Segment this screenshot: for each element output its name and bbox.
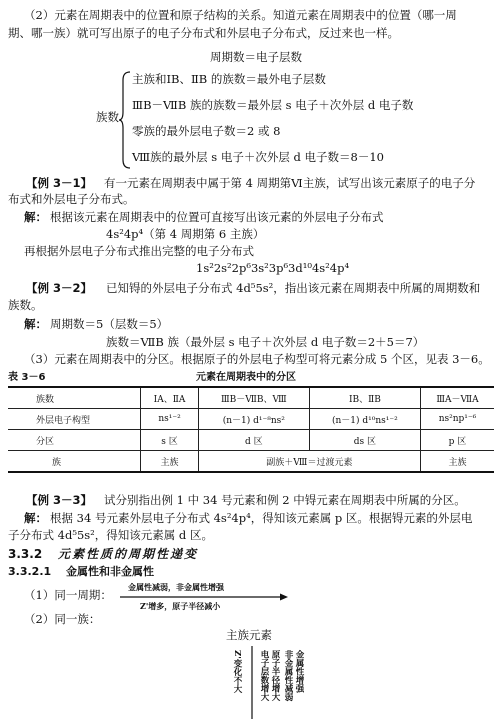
- period-trend-above: 金属性减弱，非金属性增强: [128, 582, 224, 592]
- table-row: [8, 430, 494, 451]
- diagram-col-shells: 电子层数增大: [259, 650, 269, 701]
- table-cell: ds 区: [309, 430, 420, 451]
- table-label: 表 3－6: [8, 372, 46, 383]
- solution-label: 解：: [24, 511, 47, 525]
- diagram-col-nonmetal: 非金属性减弱: [283, 650, 293, 701]
- example-question: 试分别指出例 1 中 34 号元素和例 2 中锝元素在周期表中所属的分区。: [104, 493, 466, 507]
- table-cell: ns¹⁻²: [141, 409, 199, 430]
- solution-text: 族数＝ⅦB 族（最外层 s 电子＋次外层 d 电子数＝2＋5＝7）: [106, 335, 425, 349]
- table-row: [8, 409, 494, 430]
- solution-text: 子分布式 4d⁵5s²，得知该元素属 d 区。: [8, 528, 213, 542]
- table-cell: 主族: [141, 451, 199, 473]
- example-label: 【例 3－3】: [26, 493, 93, 507]
- solution-label: 解：: [24, 210, 47, 224]
- period-equation: 周期数＝电子层数: [210, 50, 302, 64]
- example-label: 【例 3－2】: [26, 281, 93, 295]
- table-cell: ⅢB－ⅦB、Ⅷ: [198, 387, 309, 409]
- period-trend-below: Z'增多，原子半径减小: [140, 601, 221, 611]
- formula: 1s²2s²2p⁶3s²3p⁶3d¹⁰4s²4p⁴: [196, 261, 350, 275]
- right-arrow-icon: [120, 593, 290, 601]
- group-item-label: （2）同一族：: [24, 612, 101, 626]
- table-cell: 主族: [420, 451, 494, 473]
- period-item-label: （1）同一周期：: [24, 588, 112, 602]
- paragraph-line: （2）元素在周期表中的位置和原子结构的关系。知道元素在周期表中的位置（哪一周: [24, 8, 457, 22]
- formula: 4s²4p⁴（第 4 周期第 6 主族）: [106, 227, 265, 241]
- diagram-col-zeff: Z'变化不大: [232, 650, 242, 693]
- table-cell: (n－1) d¹⁰ns¹⁻²: [309, 409, 420, 430]
- diagram-title: 主族元素: [226, 628, 272, 642]
- zone-table: [8, 386, 494, 473]
- example-question: 族数。: [8, 298, 43, 312]
- solution-text: 周期数＝5（层数＝5）: [50, 317, 169, 331]
- section-number: 3.3.2: [8, 547, 43, 561]
- group-rule-3: 零族的最外层电子数＝2 或 8: [132, 124, 281, 138]
- diagram-col-metal: 金属性增强: [294, 650, 304, 693]
- group-rule-1: 主族和ⅠB、ⅡB 的族数＝最外电子层数: [132, 72, 326, 86]
- example-label: 【例 3－1】: [26, 176, 93, 190]
- table-row: [8, 387, 494, 409]
- solution-label: 解：: [24, 317, 47, 331]
- table-cell: s 区: [141, 430, 199, 451]
- table-cell: 族数: [36, 394, 55, 405]
- table-cell: ns²np¹⁻⁶: [420, 409, 494, 430]
- paragraph-line: （3）元素在周期表中的分区。根据原子的外层电子构型可将元素分成 5 个区，见表 3－6。: [24, 352, 490, 366]
- example-question: 有一元素在周期表中属于第 4 周期第Ⅵ主族，试写出该元素原子的电子分: [104, 176, 476, 190]
- table-cell: ⅠB、ⅡB: [309, 387, 420, 409]
- table-cell: 外层电子构型: [36, 415, 91, 426]
- down-arrow-icon: [246, 646, 258, 719]
- solution-text: 根据该元素在周期表中的位置可直接写出该元素的外层电子分布式: [50, 210, 384, 224]
- group-rule-4: Ⅷ族的最外层 s 电子＋次外层 d 电子数＝8－10: [132, 150, 384, 164]
- subsection-number: 3.3.2.1: [8, 565, 52, 578]
- table-cell: 分区: [36, 436, 55, 447]
- curly-brace-icon: [118, 70, 132, 170]
- group-label: 族数: [96, 110, 119, 124]
- table-row: [8, 451, 494, 473]
- example-question: 布式和外层电子分布式。: [8, 192, 135, 206]
- solution-text: 再根据外层电子分布式推出完整的电子分布式: [24, 244, 254, 258]
- table-caption: 元素在周期表中的分区: [196, 372, 296, 383]
- table-cell: 族: [52, 457, 62, 468]
- section-title: 元素性质的周期性递变: [58, 547, 199, 561]
- paragraph-line: 期、哪一族）就可写出原子的电子分布式和外层电子分布式，反过来也一样。: [8, 26, 399, 40]
- table-cell: p 区: [420, 430, 494, 451]
- table-cell: 副族＋Ⅷ＝过渡元素: [198, 451, 420, 473]
- table-cell: (n－1) d¹⁻⁸ns²: [198, 409, 309, 430]
- table-cell: ⅢA－ⅦA: [420, 387, 494, 409]
- table-cell: d 区: [198, 430, 309, 451]
- subsection-title: 金属性和非金属性: [66, 565, 154, 578]
- example-question: 已知锝的外层电子分布式 4d⁵5s²，指出该元素在周期表中所属的周期数和: [106, 281, 481, 295]
- table-cell: ⅠA、ⅡA: [141, 387, 199, 409]
- diagram-col-radius: 原子半径增大: [270, 650, 280, 701]
- group-rule-2: ⅢB－ⅦB 族的族数＝最外层 s 电子＋次外层 d 电子数: [132, 98, 414, 112]
- solution-text: 根据 34 号元素外层电子分布式 4s²4p⁴，得知该元素属 p 区。根据锝元素的外层电: [50, 511, 473, 525]
